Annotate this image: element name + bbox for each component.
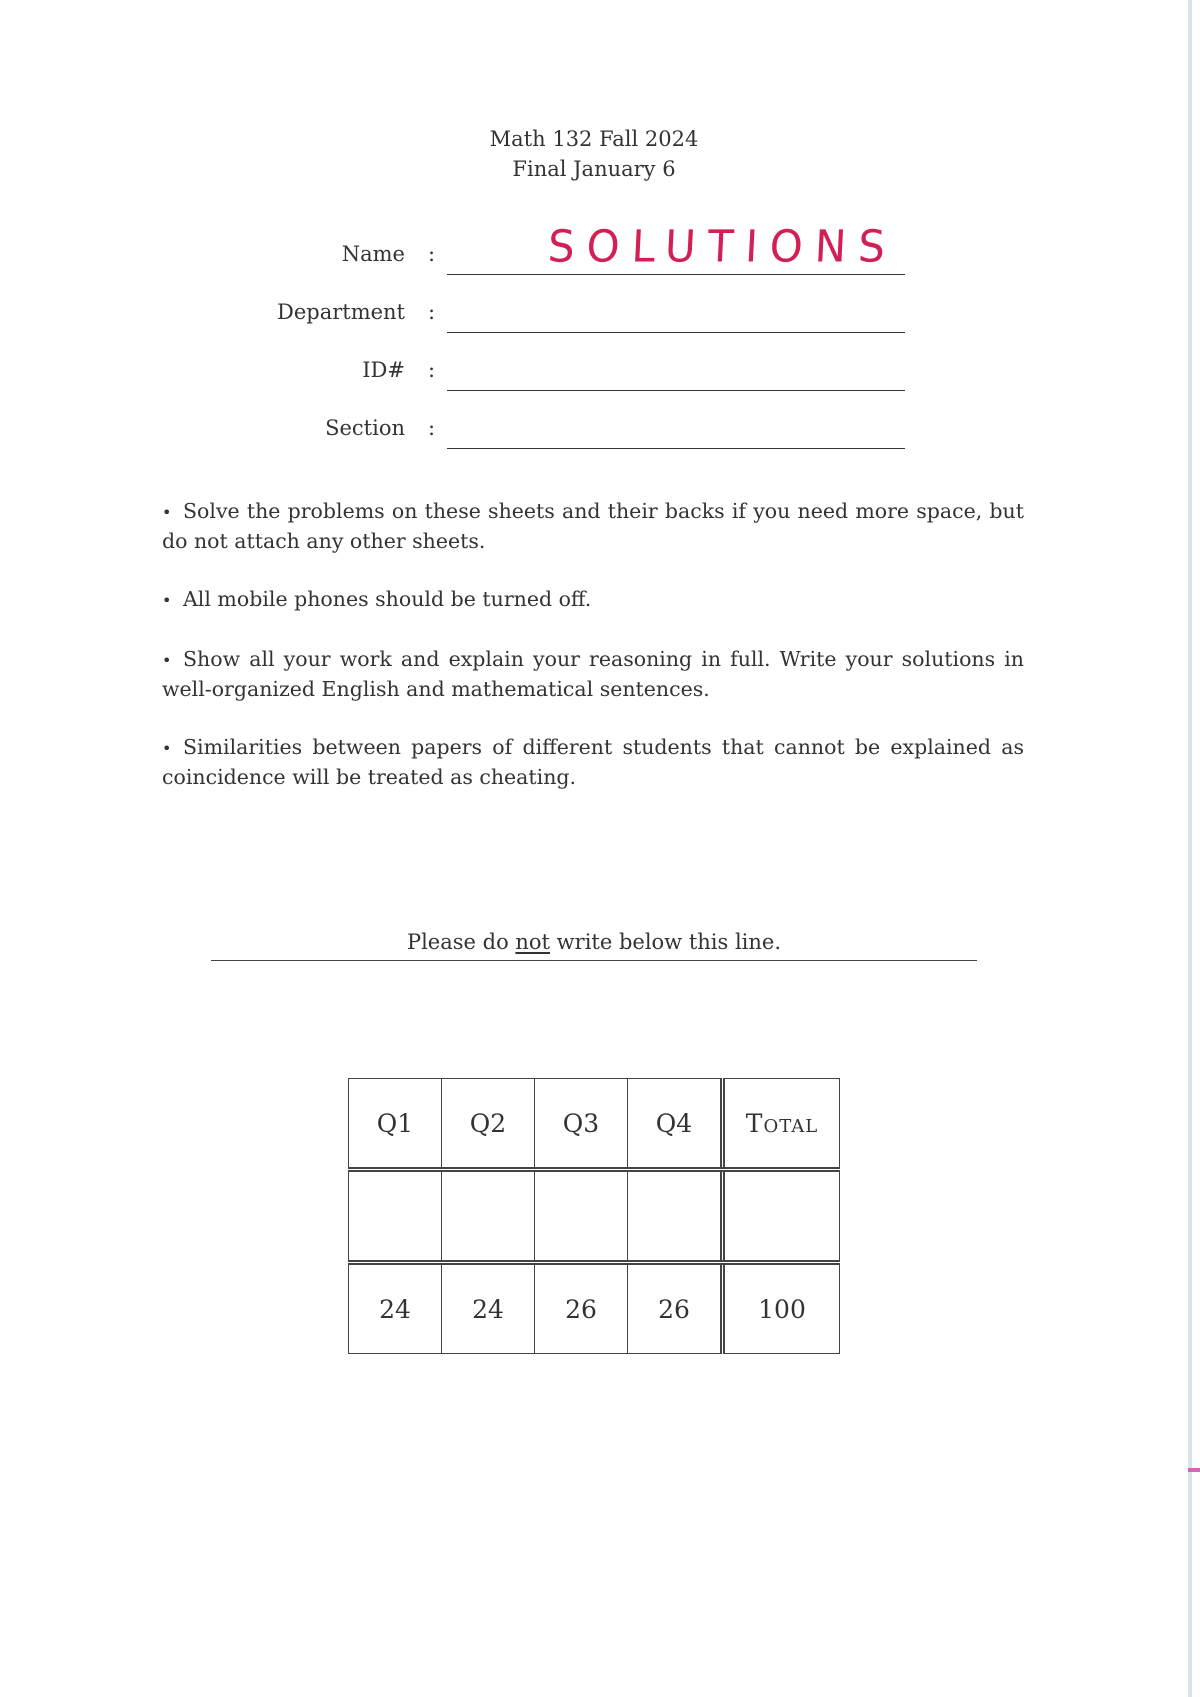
name-label: Name: [341, 242, 405, 266]
name-line: [447, 274, 905, 275]
notice-before: Please do: [406, 930, 516, 954]
instruction-text: All mobile phones should be turned off.: [183, 587, 592, 611]
department-label: Department: [276, 300, 405, 324]
score-q2[interactable]: [442, 1170, 535, 1263]
instruction-text: Similarities between papers of different students that cannot be explained as coincidence will be treated as cheating.: [162, 735, 1024, 789]
exam-header: [0, 124, 1188, 184]
instruction-item: [162, 645, 1024, 703]
bullet-icon: •: [162, 739, 172, 758]
name-value[interactable]: SOLUTIONS: [546, 220, 899, 273]
header-total: Total: [723, 1079, 840, 1170]
section-colon: :: [428, 416, 436, 440]
score-q3[interactable]: [535, 1170, 628, 1263]
max-q4: 26: [628, 1263, 723, 1354]
section-line: [447, 448, 905, 449]
bullet-icon: •: [162, 591, 172, 610]
department-colon: :: [428, 300, 436, 324]
instruction-item: [162, 733, 1024, 791]
notice-emphasis: not: [515, 930, 550, 954]
score-total[interactable]: [723, 1170, 840, 1263]
instruction-text: Show all your work and explain your reasoning in full. Write your solutions in well-organized English and mathematical sentences.: [162, 647, 1024, 701]
name-colon: :: [428, 242, 436, 266]
score-q4[interactable]: [628, 1170, 723, 1263]
department-field[interactable]: [0, 294, 1188, 334]
max-q3: 26: [535, 1263, 628, 1354]
max-points-row: [349, 1263, 840, 1354]
header-q3: Q3: [535, 1079, 628, 1170]
id-label: ID#: [362, 358, 405, 382]
instructions-list: [162, 497, 1024, 821]
page-edge-mark: [1188, 1468, 1200, 1472]
name-field[interactable]: [0, 220, 1188, 276]
section-label: Section: [325, 416, 405, 440]
id-field[interactable]: [0, 352, 1188, 392]
bullet-icon: •: [162, 503, 172, 522]
header-q2: Q2: [442, 1079, 535, 1170]
max-q1: 24: [349, 1263, 442, 1354]
bullet-icon: •: [162, 651, 172, 670]
id-line: [447, 390, 905, 391]
score-entry-row: [349, 1170, 840, 1263]
instruction-item: [162, 585, 1024, 615]
department-line: [447, 332, 905, 333]
instruction-item: [162, 497, 1024, 555]
max-q2: 24: [442, 1263, 535, 1354]
notice-after: write below this line.: [550, 930, 782, 954]
max-total: 100: [723, 1263, 840, 1354]
section-field[interactable]: [0, 410, 1188, 450]
score-table: [348, 1078, 840, 1354]
course-title: Math 132 Fall 2024: [489, 127, 699, 151]
score-header-row: [349, 1079, 840, 1170]
instruction-text: Solve the problems on these sheets and their backs if you need more space, but do not attach any other sheets.: [162, 499, 1024, 553]
header-q4: Q4: [628, 1079, 723, 1170]
divider-line: [211, 960, 977, 961]
id-colon: :: [428, 358, 436, 382]
page-edge: [1188, 0, 1192, 1697]
do-not-write-notice: [0, 930, 1188, 954]
exam-date: Final January 6: [512, 157, 676, 181]
score-q1[interactable]: [349, 1170, 442, 1263]
header-q1: Q1: [349, 1079, 442, 1170]
